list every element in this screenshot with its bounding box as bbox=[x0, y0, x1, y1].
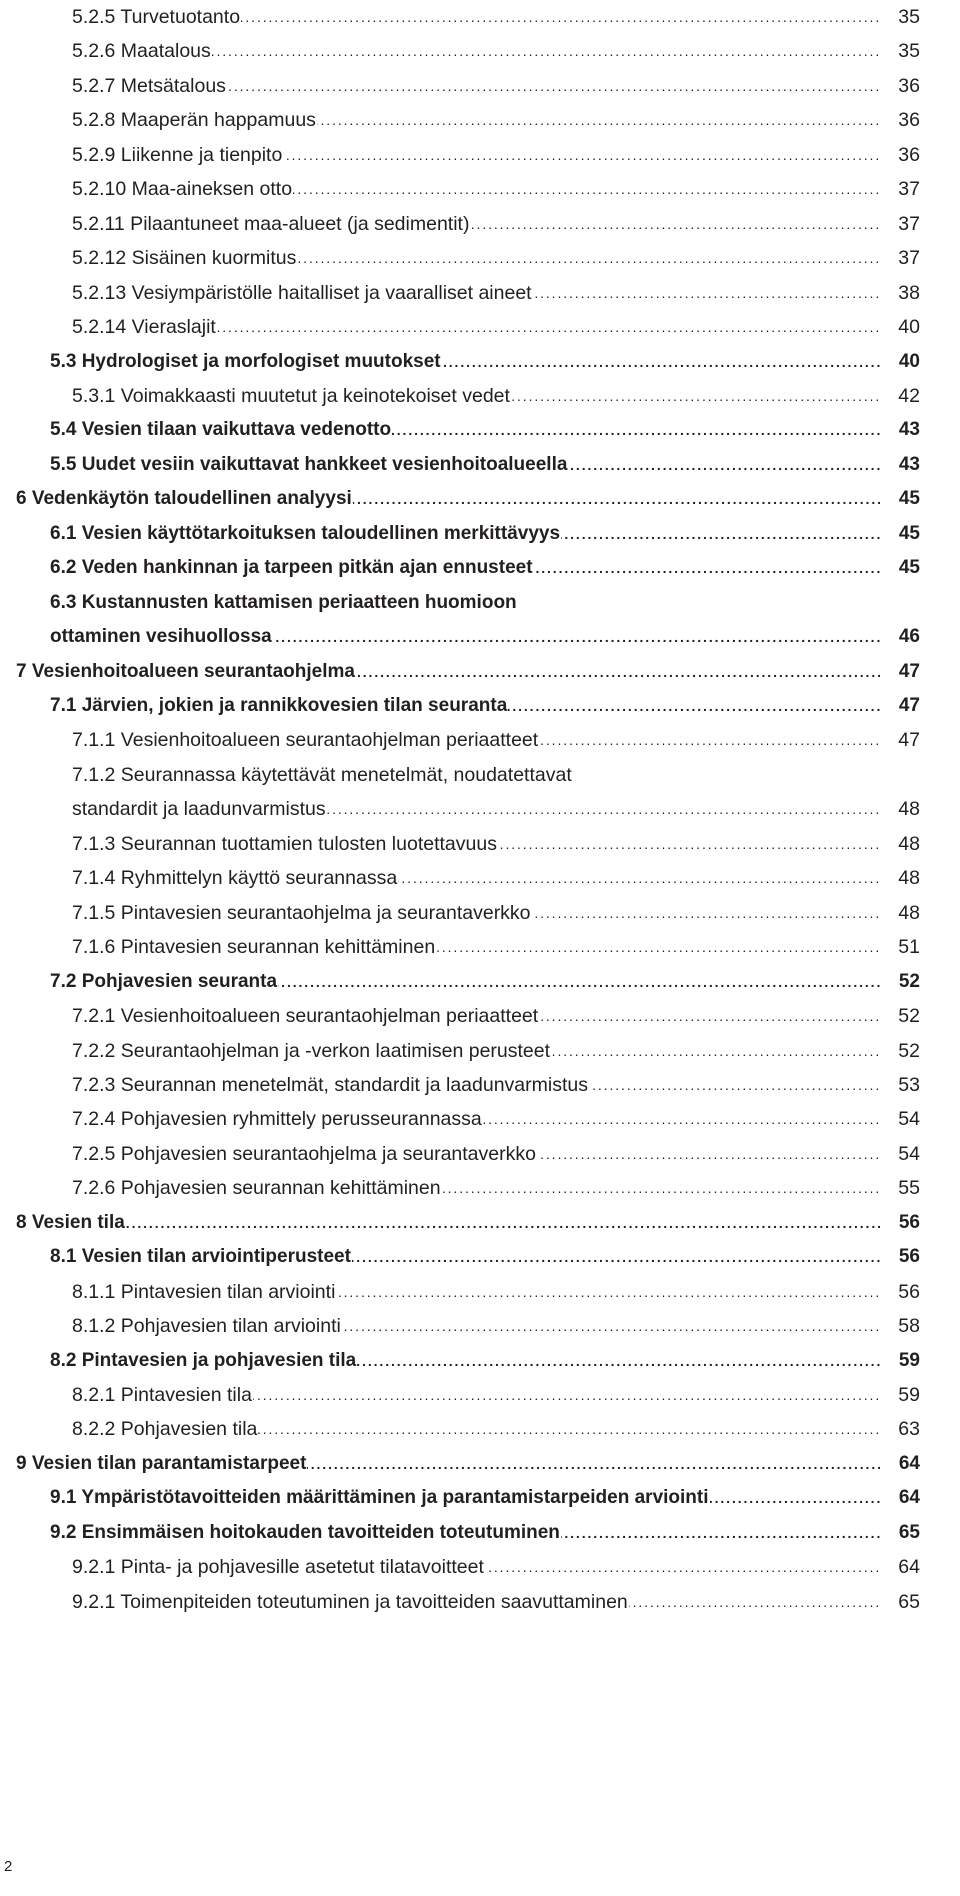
toc-dot-leader bbox=[16, 1206, 880, 1240]
toc-entry[interactable] bbox=[0, 1206, 960, 1240]
toc-entry-title: 5.2.9 Liikenne ja tienpito bbox=[72, 138, 283, 172]
toc-entry-title: 5.4 Vesien tilaan vaikuttava vedenotto bbox=[50, 413, 392, 447]
toc-entry-title: ottaminen vesihuollossa bbox=[50, 620, 273, 654]
toc-entry-title: 6.1 Vesien käyttötarkoituksen taloudellinen merkittävyys bbox=[50, 517, 561, 551]
toc-entry[interactable] bbox=[0, 310, 960, 344]
toc-entry[interactable] bbox=[0, 861, 960, 895]
toc-entry[interactable] bbox=[0, 276, 960, 310]
toc-entry-title: 9 Vesien tilan parantamistarpeet bbox=[16, 1447, 307, 1481]
toc-entry-page-number: 38 bbox=[880, 276, 920, 310]
toc-entry[interactable] bbox=[0, 1240, 960, 1274]
toc-entry-page-number: 51 bbox=[880, 930, 920, 964]
toc-entry[interactable] bbox=[0, 689, 960, 723]
toc-entry[interactable] bbox=[0, 551, 960, 585]
toc-entry-page-number: 36 bbox=[880, 103, 920, 137]
toc-entry-page-number: 64 bbox=[880, 1481, 920, 1515]
toc-entry[interactable] bbox=[0, 1481, 960, 1515]
toc-entry-page-number: 48 bbox=[880, 827, 920, 861]
toc-entry-title: 7.1.3 Seurannan tuottamien tulosten luotettavuus bbox=[72, 827, 498, 861]
toc-entry-title: 5.2.10 Maa-aineksen otto bbox=[72, 172, 293, 206]
toc-entry-title: 7.2.5 Pohjavesien seurantaohjelma ja seurantaverkko bbox=[72, 1137, 537, 1171]
toc-entry-page-number: 45 bbox=[880, 517, 920, 551]
toc-entry[interactable] bbox=[0, 103, 960, 137]
toc-entry-page-number: 65 bbox=[880, 1516, 920, 1550]
toc-entry-page-number: 43 bbox=[880, 413, 920, 447]
toc-entry-page-number: 53 bbox=[880, 1068, 920, 1102]
toc-entry[interactable] bbox=[0, 999, 960, 1033]
toc-entry[interactable] bbox=[0, 1034, 960, 1068]
toc-entry-title: 7.1.5 Pintavesien seurantaohjelma ja seurantaverkko bbox=[72, 896, 532, 930]
toc-entry-page-number: 47 bbox=[880, 689, 920, 723]
toc-entry-title: 8.2.1 Pintavesien tila bbox=[72, 1378, 253, 1412]
toc-entry-title: 9.2 Ensimmäisen hoitokauden tavoitteiden toteutuminen bbox=[50, 1516, 561, 1550]
toc-entry-page-number: 37 bbox=[880, 207, 920, 241]
toc-entry[interactable] bbox=[0, 827, 960, 861]
toc-entry-page-number: 46 bbox=[880, 620, 920, 654]
toc-entry[interactable] bbox=[0, 586, 960, 620]
toc-entry[interactable] bbox=[0, 517, 960, 551]
toc-entry-title: 7.2.2 Seurantaohjelman ja -verkon laatimisen perusteet bbox=[72, 1034, 551, 1068]
toc-entry-title: 7 Vesienhoitoalueen seurantaohjelma bbox=[16, 655, 356, 689]
toc-entry-page-number: 48 bbox=[880, 861, 920, 895]
toc-entry-page-number: 43 bbox=[880, 448, 920, 482]
toc-entry[interactable] bbox=[0, 758, 960, 792]
toc-entry-page-number: 64 bbox=[880, 1447, 920, 1481]
toc-entry-title: 7.2.6 Pohjavesien seurannan kehittäminen bbox=[72, 1171, 442, 1205]
toc-entry[interactable] bbox=[0, 896, 960, 930]
toc-entry-page-number: 37 bbox=[880, 172, 920, 206]
toc-entry-page-number: 58 bbox=[880, 1309, 920, 1343]
toc-entry[interactable] bbox=[0, 1447, 960, 1481]
toc-entry-page-number: 55 bbox=[880, 1171, 920, 1205]
toc-entry[interactable] bbox=[0, 379, 960, 413]
toc-entry-page-number: 52 bbox=[880, 1034, 920, 1068]
toc-entry-title: 9.2.1 Pinta- ja pohjavesille asetetut tilatavoitteet bbox=[72, 1550, 485, 1584]
toc-entry-title: 5.2.13 Vesiympäristölle haitalliset ja vaaralliset aineet bbox=[72, 276, 533, 310]
toc-entry-page-number: 36 bbox=[880, 69, 920, 103]
toc-entry-page-number: 63 bbox=[880, 1412, 920, 1446]
toc-entry-title: 8.1.1 Pintavesien tilan arviointi bbox=[72, 1275, 336, 1309]
toc-entry[interactable] bbox=[0, 1344, 960, 1378]
toc-entry-title: 5.2.7 Metsätalous bbox=[72, 69, 227, 103]
toc-entry[interactable] bbox=[0, 34, 960, 68]
toc-entry-page-number: 56 bbox=[880, 1240, 920, 1274]
toc-entry-title: 6.3 Kustannusten kattamisen periaatteen huomioon bbox=[50, 586, 518, 620]
toc-entry-page-number: 52 bbox=[880, 965, 920, 999]
toc-entry-title: 5.2.12 Sisäinen kuormitus bbox=[72, 241, 297, 275]
toc-entry-page-number: 59 bbox=[880, 1378, 920, 1412]
toc-entry-page-number: 36 bbox=[880, 138, 920, 172]
toc-entry[interactable] bbox=[0, 138, 960, 172]
toc-entry[interactable] bbox=[0, 241, 960, 275]
toc-entry[interactable] bbox=[0, 345, 960, 379]
toc-entry[interactable] bbox=[0, 1275, 960, 1309]
toc-entry[interactable] bbox=[0, 1550, 960, 1584]
toc-entry[interactable] bbox=[0, 413, 960, 447]
toc-entry-title: 5.2.6 Maatalous bbox=[72, 34, 212, 68]
toc-entry-page-number: 40 bbox=[880, 310, 920, 344]
toc-entry[interactable] bbox=[0, 0, 960, 34]
toc-entry-page-number: 45 bbox=[880, 482, 920, 516]
toc-entry[interactable] bbox=[0, 482, 960, 516]
toc-entry-page-number: 47 bbox=[880, 655, 920, 689]
toc-entry[interactable] bbox=[0, 655, 960, 689]
toc-entry-title: 8.1 Vesien tilan arviointiperusteet bbox=[50, 1240, 352, 1274]
toc-entry-page-number: 40 bbox=[880, 345, 920, 379]
toc-entry[interactable] bbox=[0, 620, 960, 654]
toc-entry-title: standardit ja laadunvarmistus bbox=[72, 792, 327, 826]
toc-entry-page-number: 52 bbox=[880, 999, 920, 1033]
toc-entry-page-number: 45 bbox=[880, 551, 920, 585]
toc-entry-title: 7.1.1 Vesienhoitoalueen seurantaohjelman periaatteet bbox=[72, 723, 539, 757]
toc-entry-page-number: 37 bbox=[880, 241, 920, 275]
toc-entry-title: 6.2 Veden hankinnan ja tarpeen pitkän ajan ennusteet bbox=[50, 551, 534, 585]
toc-entry-page-number: 48 bbox=[880, 896, 920, 930]
toc-entry[interactable] bbox=[0, 965, 960, 999]
toc-entry-title: 7.2.4 Pohjavesien ryhmittely perusseurannassa bbox=[72, 1102, 483, 1136]
toc-entry-page-number: 54 bbox=[880, 1137, 920, 1171]
toc-entry-page-number: 48 bbox=[880, 792, 920, 826]
toc-entry-title: 5.3 Hydrologiset ja morfologiset muutokset bbox=[50, 345, 442, 379]
toc-entry-title: 5.2.8 Maaperän happamuus bbox=[72, 103, 317, 137]
toc-entry-title: 8 Vesien tila bbox=[16, 1206, 126, 1240]
toc-entry[interactable] bbox=[0, 1378, 960, 1412]
toc-entry-title: 5.2.11 Pilaantuneet maa-alueet (ja sedimentit) bbox=[72, 207, 470, 241]
toc-entry[interactable] bbox=[0, 448, 960, 482]
toc-entry-title: 5.2.5 Turvetuotanto bbox=[72, 0, 241, 34]
toc-entry-page-number: 56 bbox=[880, 1275, 920, 1309]
toc-entry-title: 9.2.1 Toimenpiteiden toteutuminen ja tavoitteiden saavuttaminen bbox=[72, 1585, 629, 1619]
toc-entry-title: 5.5 Uudet vesiin vaikuttavat hankkeet vesienhoitoalueella bbox=[50, 448, 568, 482]
toc-entry[interactable] bbox=[0, 1137, 960, 1171]
toc-entry-title: 7.2 Pohjavesien seuranta bbox=[50, 965, 278, 999]
toc-entry[interactable] bbox=[0, 172, 960, 206]
toc-entry-title: 7.1 Järvien, jokien ja rannikkovesien tilan seuranta bbox=[50, 689, 508, 723]
toc-entry[interactable] bbox=[0, 1102, 960, 1136]
toc-entry[interactable] bbox=[0, 930, 960, 964]
toc-entry-title: 7.1.6 Pintavesien seurannan kehittäminen bbox=[72, 930, 436, 964]
toc-entry-title: 8.1.2 Pohjavesien tilan arviointi bbox=[72, 1309, 342, 1343]
toc-entry-page-number: 59 bbox=[880, 1344, 920, 1378]
toc-entry[interactable] bbox=[0, 1068, 960, 1102]
toc-entry[interactable] bbox=[0, 207, 960, 241]
toc-entry-page-number: 47 bbox=[880, 723, 920, 757]
toc-entry[interactable] bbox=[0, 1516, 960, 1550]
toc-entry[interactable] bbox=[0, 69, 960, 103]
toc-entry-page-number: 42 bbox=[880, 379, 920, 413]
toc-entry-page-number: 64 bbox=[880, 1550, 920, 1584]
toc-entry-title: 8.2 Pintavesien ja pohjavesien tila bbox=[50, 1344, 357, 1378]
toc-entry-page-number: 65 bbox=[880, 1585, 920, 1619]
toc-entry[interactable] bbox=[0, 792, 960, 826]
toc-entry-title: 8.2.2 Pohjavesien tila bbox=[72, 1412, 258, 1446]
toc-entry[interactable] bbox=[0, 1309, 960, 1343]
toc-entry-page-number: 35 bbox=[880, 34, 920, 68]
toc-entry-title: 5.3.1 Voimakkaasti muutetut ja keinotekoiset vedet bbox=[72, 379, 511, 413]
toc-entry-title: 9.1 Ympäristötavoitteiden määrittäminen ja parantamistarpeiden arviointi bbox=[50, 1481, 710, 1515]
page-number: 2 bbox=[4, 1858, 13, 1875]
toc-entry-title: 7.2.1 Vesienhoitoalueen seurantaohjelman periaatteet bbox=[72, 999, 539, 1033]
toc-entry-page-number: 54 bbox=[880, 1102, 920, 1136]
toc-entry[interactable] bbox=[0, 1171, 960, 1205]
toc-entry-page-number: 35 bbox=[880, 0, 920, 34]
toc-entry-title: 7.1.4 Ryhmittelyn käyttö seurannassa bbox=[72, 861, 398, 895]
toc-entry[interactable] bbox=[0, 1585, 960, 1619]
toc-entry-page-number: 56 bbox=[880, 1206, 920, 1240]
toc-entry[interactable] bbox=[0, 723, 960, 757]
toc-entry-title: 7.1.2 Seurannassa käytettävät menetelmät, noudatettavat bbox=[72, 758, 573, 792]
toc-entry-title: 6 Vedenkäytön taloudellinen analyysi bbox=[16, 482, 353, 516]
toc-entry-title: 7.2.3 Seurannan menetelmät, standardit ja laadunvarmistus bbox=[72, 1068, 589, 1102]
toc-entry-title: 5.2.14 Vieraslajit bbox=[72, 310, 217, 344]
toc-entry[interactable] bbox=[0, 1412, 960, 1446]
